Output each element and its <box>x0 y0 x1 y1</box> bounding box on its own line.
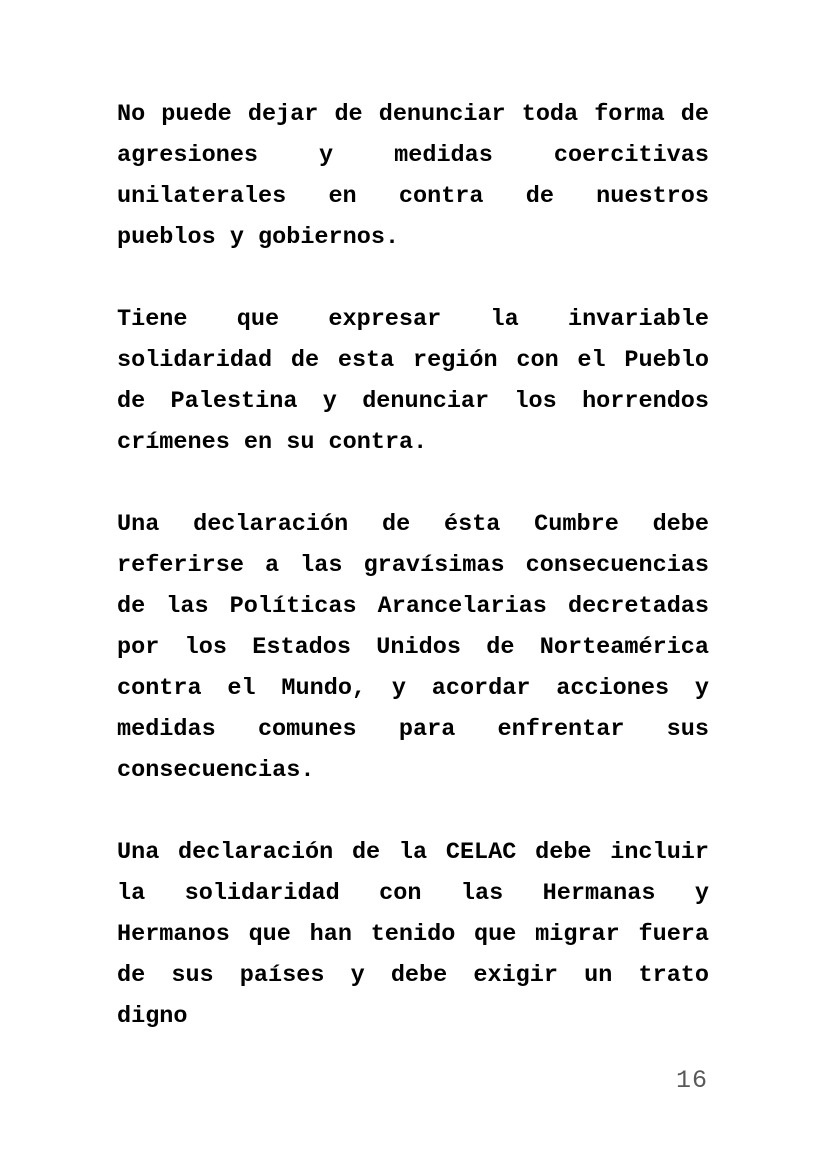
paragraph-1: No puede dejar de denunciar toda forma de agresiones y medidas coercitivas unilaterales en contra de nuestros pueblos y gobiernos. <box>117 101 709 251</box>
paragraph-3: Una declaración de ésta Cumbre debe referirse a las gravísimas consecuencias de las Políticas Arancelarias decretadas por los Estados Unidos de Norteamérica contra el Mundo, y acordar acciones y medidas comunes para enfrentar sus consecuencias. <box>117 511 709 784</box>
paragraph-2: Tiene que expresar la invariable solidaridad de esta región con el Pueblo de Palestina y denunciar los horrendos crímenes en su contra. <box>117 306 709 456</box>
page-number: 16 <box>676 1066 709 1095</box>
document-body <box>117 94 709 1037</box>
paragraph-4: Una declaración de la CELAC debe incluir la solidaridad con las Hermanas y Hermanos que han tenido que migrar fuera de sus países y debe exigir un trato digno <box>117 839 709 1030</box>
